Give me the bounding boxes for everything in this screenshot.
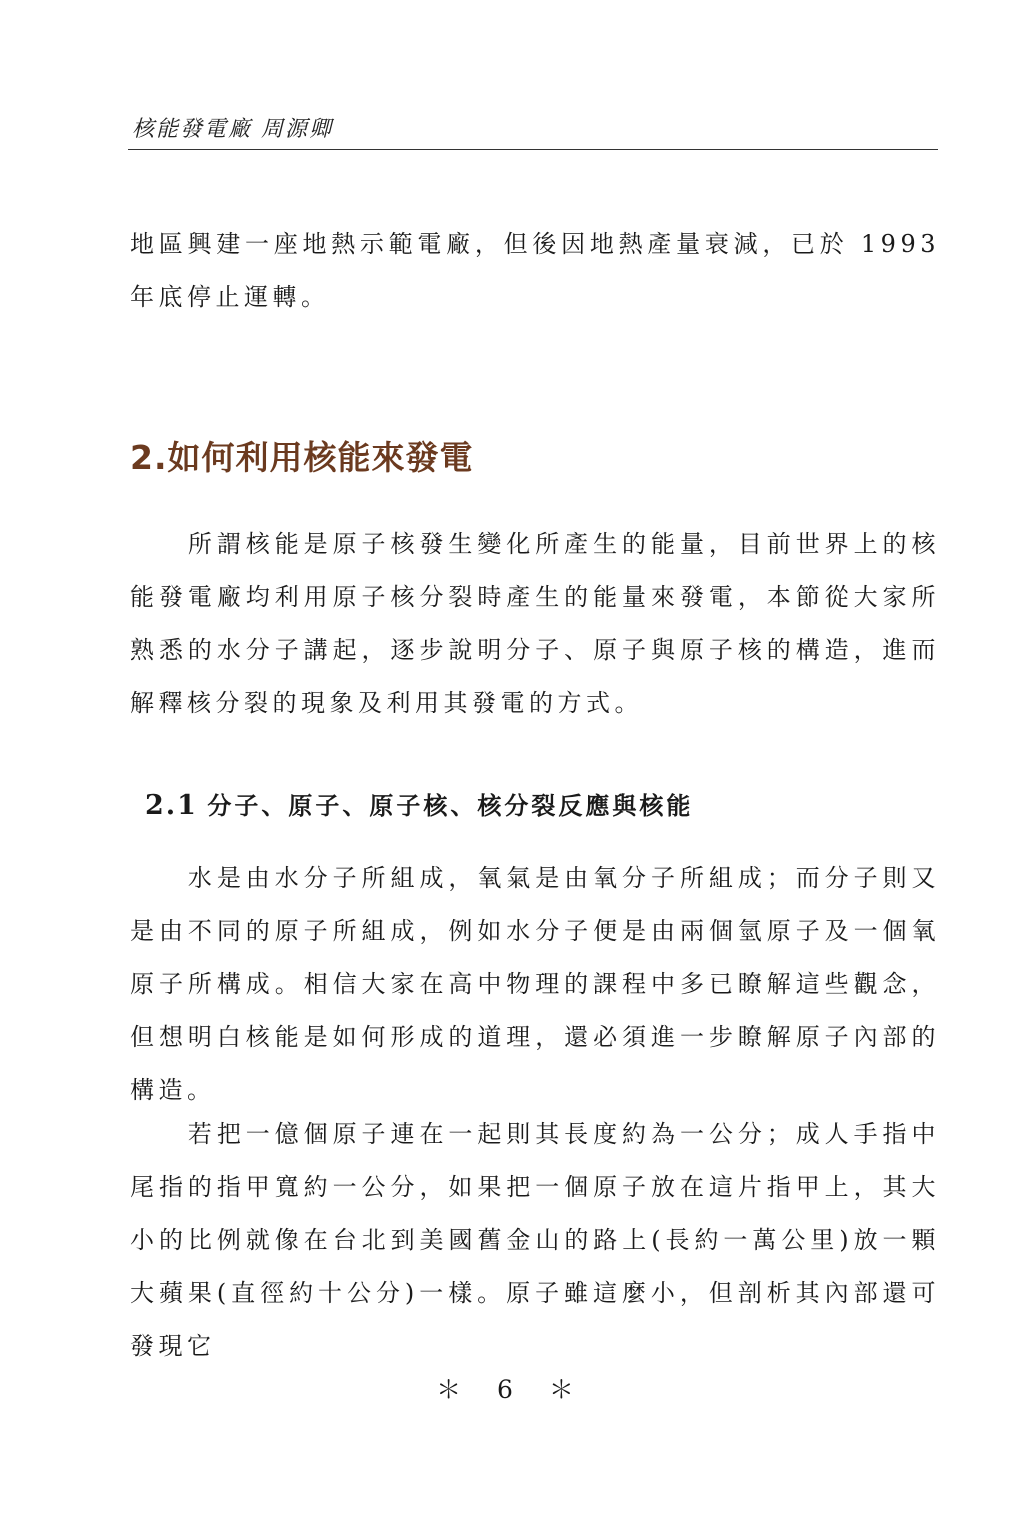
section-heading — [130, 432, 474, 479]
section-title-text: 如何利用核能來發電 — [167, 438, 474, 477]
section-paragraph: 所謂核能是原子核發生變化所產生的能量，目前世界上的核能發電廠均利用原子核分裂時產生的能量來發電，本節從大家所熟悉的水分子講起，逐步說明分子、原子與原子核的構造，進而解釋核分裂的現象及利用其發電的方式。 — [130, 530, 940, 717]
subsection-title-text: 分子、原子、原子核、核分裂反應與核能 — [207, 792, 694, 820]
running-header: 核能發電廠 周源卿 — [132, 117, 333, 142]
header-rule — [128, 149, 938, 150]
section-number: 2. — [130, 438, 168, 477]
subsection-number: 2.1 — [145, 790, 198, 821]
intro-paragraph: 地區興建一座地熱示範電廠，但後因地熱產量衰減，已於 1993 年底停止運轉。 — [130, 230, 940, 311]
subsection-paragraph-1: 水是由水分子所組成，氧氣是由氧分子所組成；而分子則又是由不同的原子所組成，例如水分子便是由兩個氫原子及一個氧原子所構成。相信大家在高中物理的課程中多已瞭解這些觀念，但想明白核能是如何形成的道理，還必須進一步瞭解原子內部的構造。 — [130, 864, 940, 1104]
subsection-heading — [145, 786, 693, 821]
subsection-paragraph-2: 若把一億個原子連在一起則其長度約為一公分；成人手指中尾指的指甲寬約一公分，如果把一個原子放在這片指甲上，其大小的比例就像在台北到美國舊金山的路上(長約一萬公里)放一顆大蘋果(直徑約十公分)一樣。原子雖這麼小，但剖析其內部還可發現它 — [130, 1120, 940, 1360]
page-number: ＊ 6 ＊ — [436, 1375, 588, 1404]
